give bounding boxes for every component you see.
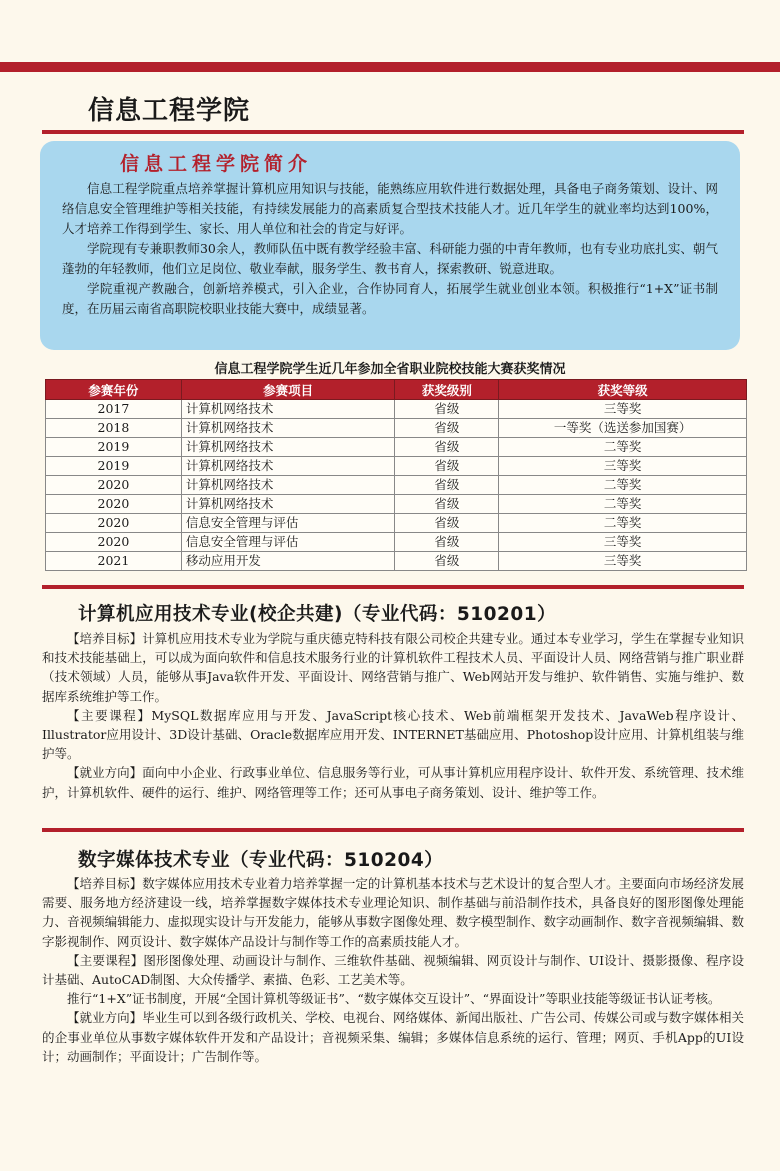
awards-table [45, 379, 747, 571]
intro-box [40, 141, 740, 350]
table-row [46, 533, 747, 552]
page-title: 信息工程学院 [88, 96, 251, 126]
cell-event: 计算机网络技术 [181, 476, 395, 495]
table-row [46, 419, 747, 438]
cell-year: 2020 [46, 514, 182, 533]
table-row [46, 495, 747, 514]
cell-event: 计算机网络技术 [181, 419, 395, 438]
major-paragraph: 【主要课程】图形图像处理、动画设计与制作、三维软件基础、视频编辑、网页设计与制作、UI设计、摄影摄像、程序设计基础、AutoCAD制图、大众传播学、素描、色彩、工艺美术等。 [42, 952, 744, 988]
cell-year: 2020 [46, 495, 182, 514]
table-row [46, 438, 747, 457]
intro-paragraph: 学院现有专兼职教师30余人，教师队伍中既有教学经验丰富、科研能力强的中青年教师，也有专业功底扎实、朝气蓬勃的年轻教师，他们立足岗位、敬业奉献，服务学生、教书育人，探索教研、锐意进取。 [62, 241, 718, 276]
cell-level: 省级 [395, 438, 499, 457]
cell-level: 省级 [395, 514, 499, 533]
section-divider [42, 828, 744, 832]
major-body-digital-media [42, 874, 744, 1066]
header-event: 参赛项目 [181, 380, 395, 400]
cell-grade: 一等奖（选送参加国赛） [499, 419, 747, 438]
awards-table-title: 信息工程学院学生近几年参加全省职业院校技能大赛获奖情况 [214, 362, 566, 377]
cell-level: 省级 [395, 400, 499, 419]
cell-grade: 三等奖 [499, 552, 747, 571]
major-paragraph: 【就业方向】面向中小企业、行政事业单位、信息服务等行业，可从事计算机应用程序设计、软件开发、系统管理、技术维护，计算机软件、硬件的运行、维护、网络管理等工作；还可从事电子商务策划、设计、维护等工作。 [42, 765, 744, 800]
cell-level: 省级 [395, 533, 499, 552]
table-row [46, 514, 747, 533]
major-paragraph: 【就业方向】毕业生可以到各级行政机关、学校、电视台、网络媒体、新闻出版社、广告公司、传媒公司或与数字媒体相关的企事业单位从事数字媒体软件开发和产品设计；音视频采集、编辑；多媒体信息系统的运行、管理；网页、手机App的UI设计；动画制作；平面设计；广告制作等。 [42, 1010, 744, 1064]
cell-event: 信息安全管理与评估 [181, 533, 395, 552]
cell-grade: 三等奖 [499, 400, 747, 419]
cell-grade: 二等奖 [499, 495, 747, 514]
major-body-computer-application [42, 629, 744, 802]
cell-grade: 三等奖 [499, 533, 747, 552]
cell-year: 2019 [46, 457, 182, 476]
cell-level: 省级 [395, 552, 499, 571]
awards-table-header-row [46, 380, 747, 400]
cell-year: 2017 [46, 400, 182, 419]
cell-event: 计算机网络技术 [181, 400, 395, 419]
section-divider [42, 585, 744, 589]
major-paragraph: 【培养目标】计算机应用技术专业为学院与重庆德克特科技有限公司校企共建专业。通过本专业学习，学生在掌握专业知识和技术技能基础上，可以成为面向软件和信息技术服务行业的计算机软件工程技术人员、平面设计人员、网络营销与推广职业群（技术领域）人员，能够从事Java软件开发、平面设计、网络营销与推广、Web网站开发与维护、软件销售、实施与维护、数据库系统维护等工作。 [42, 631, 744, 704]
intro-paragraph: 学院重视产教融合，创新培养模式，引入企业，合作协同育人，拓展学生就业创业本领。积极推行“1+X”证书制度，在历届云南省高职院校职业技能大赛中，成绩显著。 [62, 281, 718, 316]
cell-event: 移动应用开发 [181, 552, 395, 571]
title-divider [42, 130, 744, 134]
cell-grade: 三等奖 [499, 457, 747, 476]
cell-year: 2021 [46, 552, 182, 571]
cell-event: 计算机网络技术 [181, 457, 395, 476]
header-grade: 获奖等级 [499, 380, 747, 400]
top-decor-band [0, 62, 780, 72]
cell-grade: 二等奖 [499, 514, 747, 533]
cell-grade: 二等奖 [499, 438, 747, 457]
intro-heading: 信息工程学院简介 [120, 153, 313, 175]
intro-paragraph: 信息工程学院重点培养掌握计算机应用知识与技能，能熟练应用软件进行数据处理，具备电子商务策划、设计、网络信息安全管理维护等相关技能，有持续发展能力的高素质复合型技术技能人才。近几年学生的就业率均达到100%，人才培养工作得到学生、家长、用人单位和社会的肯定与好评。 [62, 181, 718, 236]
header-level: 获奖级别 [395, 380, 499, 400]
cell-event: 计算机网络技术 [181, 495, 395, 514]
major-title-digital-media: 数字媒体技术专业（专业代码：510204） [78, 850, 444, 871]
major-paragraph: 【主要课程】MySQL数据库应用与开发、JavaScript核心技术、Web前端框架开发技术、JavaWeb程序设计、Illustrator应用设计、3D设计基础、Oracle数据库应用开发、INTERNET基础应用、Photoshop设计应用、计算机组装与维护等。 [42, 707, 744, 762]
table-row [46, 552, 747, 571]
table-row [46, 457, 747, 476]
cell-level: 省级 [395, 457, 499, 476]
cell-year: 2020 [46, 476, 182, 495]
cell-grade: 二等奖 [499, 476, 747, 495]
cell-year: 2019 [46, 438, 182, 457]
cell-event: 信息安全管理与评估 [181, 514, 395, 533]
header-year: 参赛年份 [46, 380, 182, 400]
cell-level: 省级 [395, 419, 499, 438]
cell-year: 2018 [46, 419, 182, 438]
table-row [46, 476, 747, 495]
major-paragraph: 推行“1+X”证书制度，开展“全国计算机等级证书”、“数字媒体交互设计”、“界面设计”等职业技能等级证书认证考核。 [67, 991, 721, 1007]
major-paragraph: 【培养目标】数字媒体应用技术专业着力培养掌握一定的计算机基本技术与艺术设计的复合型人才。主要面向市场经济发展需要、服务地方经济建设一线，培养掌握数字媒体技术专业理论知识、制作基础与前沿制作技术，具备良好的图形图像处理能力、音视频编辑能力、虚拟现实设计与开发能力，能够从事数字图像处理、数字模型制作、数字动画制作、数字音视频编辑、数字影视制作、网页设计、数字媒体产品设计与制作等工作的高素质技能人才。 [42, 876, 744, 949]
cell-level: 省级 [395, 495, 499, 514]
cell-level: 省级 [395, 476, 499, 495]
cell-event: 计算机网络技术 [181, 438, 395, 457]
cell-year: 2020 [46, 533, 182, 552]
major-title-computer-application: 计算机应用技术专业(校企共建)（专业代码：510201） [78, 604, 557, 625]
table-row [46, 400, 747, 419]
